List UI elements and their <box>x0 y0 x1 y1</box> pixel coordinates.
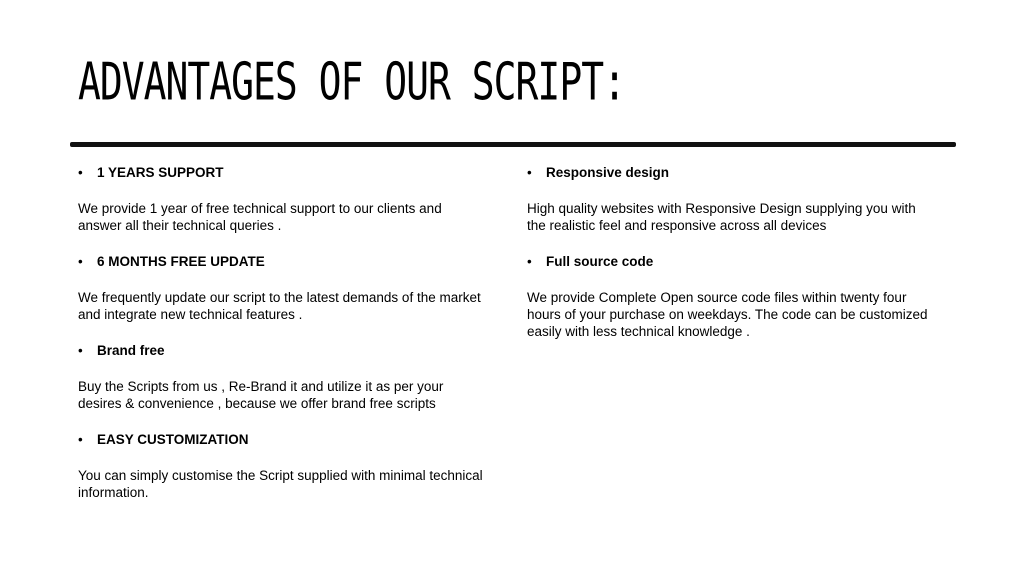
bullet-icon: • <box>78 254 83 269</box>
feature-description: We frequently update our script to the latest demands of the market and integrate new technical features . <box>78 290 481 322</box>
left-column <box>78 164 486 520</box>
feature-heading <box>78 342 486 359</box>
feature-item <box>78 253 486 323</box>
bullet-icon: • <box>78 343 83 358</box>
bullet-icon: • <box>527 165 532 180</box>
bullet-icon: • <box>78 165 83 180</box>
feature-heading <box>78 431 486 448</box>
feature-description: We provide Complete Open source code files within twenty four hours of your purchase on weekdays. The code can be customized easily with less technical knowledge . <box>527 290 928 339</box>
feature-heading-text: Brand free <box>97 343 165 358</box>
feature-item <box>527 164 935 234</box>
feature-description: We provide 1 year of free technical support to our clients and answer all their technical queries . <box>78 201 442 233</box>
bullet-icon: • <box>527 254 532 269</box>
feature-item <box>78 164 486 234</box>
feature-item <box>78 342 486 412</box>
feature-description: Buy the Scripts from us , Re-Brand it and utilize it as per your desires & convenience , because we offer brand free scripts <box>78 379 444 411</box>
feature-heading-text: 1 YEARS SUPPORT <box>97 165 224 180</box>
feature-heading <box>527 164 935 181</box>
title-divider <box>70 142 956 147</box>
feature-item <box>78 431 486 501</box>
feature-description: You can simply customise the Script supplied with minimal technical information. <box>78 468 483 500</box>
feature-heading-text: Full source code <box>546 254 654 269</box>
feature-heading <box>527 253 935 270</box>
feature-heading <box>78 253 486 270</box>
feature-description: High quality websites with Responsive Design supplying you with the realistic feel and responsive across all devices <box>527 201 916 233</box>
feature-heading-text: EASY CUSTOMIZATION <box>97 432 249 447</box>
bullet-icon: • <box>78 432 83 447</box>
feature-item <box>527 253 935 340</box>
feature-heading <box>78 164 486 181</box>
slide-title: ADVANTAGES OF OUR SCRIPT: <box>78 52 625 112</box>
right-column <box>527 164 935 359</box>
feature-heading-text: Responsive design <box>546 165 670 180</box>
feature-heading-text: 6 MONTHS FREE UPDATE <box>97 254 265 269</box>
